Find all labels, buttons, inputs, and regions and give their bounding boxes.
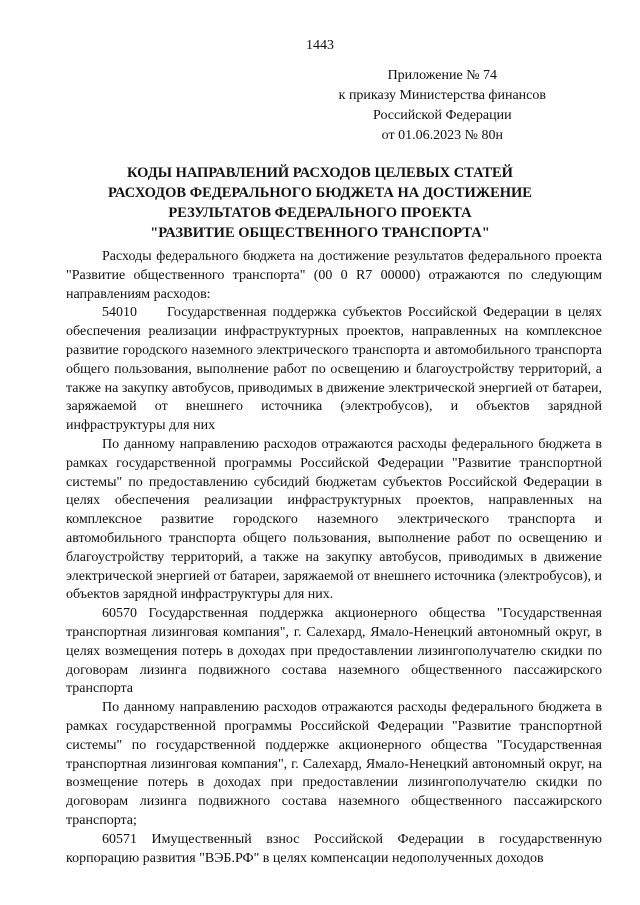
entry-name: Имущественный взнос Российской Федерации в государственную корпорацию развития "ВЭБ.РФ" в целях компенсации недополученных доходов	[66, 831, 602, 866]
entry-code: 54010	[102, 305, 137, 321]
entry-description: По данному направлению расходов отражаются расходы федерального бюджета в рамках государственной программы Российской Федерации "Развитие транспортной системы" по государственной поддержке акционерного общества "Государственная транспортная лизинговая компания", г. Салехард, Ямало-Ненецкий автономный округ, на возмещение потерь в доходах при предоставлении лизингополучателю скидки по договорам лизинга подвижного состава наземного общественного пассажирского транспорта;	[66, 700, 602, 828]
document-title	[0, 163, 640, 243]
title-line-1: КОДЫ НАПРАВЛЕНИЙ РАСХОДОВ ЦЕЛЕВЫХ СТАТЕЙ	[127, 165, 513, 181]
entry-name: Государственная поддержка субъектов Российской Федерации в целях обеспечения реализации инфраструктурных проектов, направленных на комплексное развитие городского наземного электрического транспорта и автомобильного транспорта общего пользования, выполнение работ по освещению и благоустройству территорий, а также на закупку автобусов, приводимых в движение электрической энергией от батареи, заряжаемой от внешнего источника (электробусов), и объектов зарядной инфраструктуры для них	[66, 305, 602, 434]
appendix-line-2: к приказу Министерства финансов	[338, 88, 546, 103]
appendix-line-4: от 01.06.2023 № 80н	[381, 128, 503, 143]
entry-code: 60570	[102, 606, 137, 622]
appendix-line-1: Приложение № 74	[387, 68, 498, 83]
entry-description: По данному направлению расходов отражаются расходы федерального бюджета в рамках государственной программы Российской Федерации "Развитие транспортной системы" по предоставлению субсидий бюджетам субъектов Российской Федерации в целях обеспечения реализации инфраструктурных проектов, направленных на комплексное развитие городского наземного электрического транспорта и автомобильного транспорта общего пользования, выполнение работ по освещению и благоустройству территорий, а также на закупку автобусов, приводимых в движение электрической энергией от батареи, заряжаемой от внешнего источника (электробусов), и объектов зарядной инфраструктуры для них.	[66, 436, 602, 603]
title-line-2: РАСХОДОВ ФЕДЕРАЛЬНОГО БЮДЖЕТА НА ДОСТИЖЕНИЕ	[108, 185, 532, 201]
page-number: 1443	[306, 38, 334, 53]
title-line-3: РЕЗУЛЬТАТОВ ФЕДЕРАЛЬНОГО ПРОЕКТА	[168, 205, 472, 221]
appendix-block	[339, 66, 546, 146]
entry-60571	[66, 831, 602, 869]
entry-code: 60571	[102, 831, 137, 847]
entry-name: Государственная поддержка акционерного общества "Государственная транспортная лизинговая компания", г. Салехард, Ямало-Ненецкий автономный округ, в целях возмещения потерь в доходах при предоставлении лизингополучателю скидки по договорам лизинга подвижного состава наземного общественного пассажирского транспорта	[66, 606, 602, 697]
document-body	[66, 248, 602, 868]
entry-54010	[66, 304, 602, 436]
intro-paragraph: Расходы федерального бюджета на достижение результатов федерального проекта "Развитие общественного транспорта" (00 0 R7 00000) отражаются по следующим направлениям расходов:	[66, 249, 602, 302]
entry-60570	[66, 605, 602, 699]
title-line-4: "РАЗВИТИЕ ОБЩЕСТВЕННОГО ТРАНСПОРТА"	[150, 225, 490, 241]
appendix-line-3: Российской Федерации	[373, 108, 512, 123]
